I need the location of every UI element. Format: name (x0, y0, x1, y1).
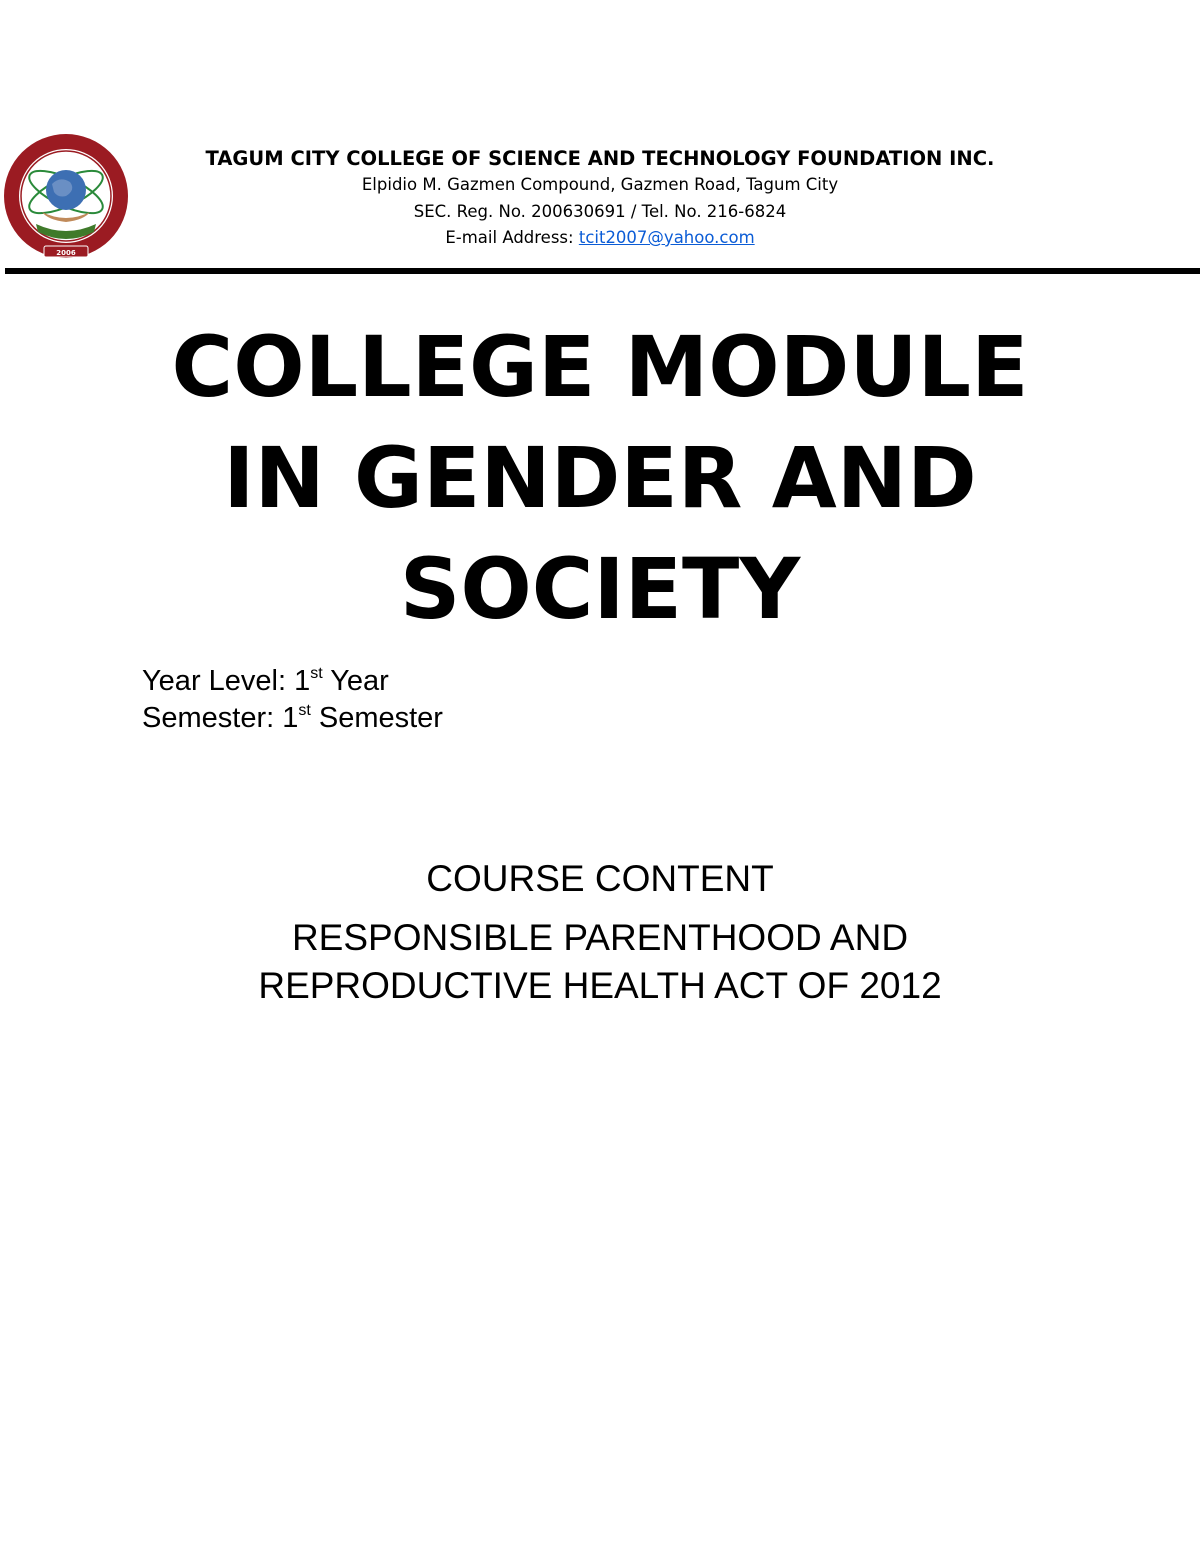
module-title (100, 312, 1100, 645)
email-label: E-mail Address: (445, 228, 579, 247)
course-content (150, 856, 1050, 1010)
semester-suffix: Semester (310, 702, 443, 734)
course-topic-line-1: RESPONSIBLE PARENTHOOD AND (291, 917, 909, 958)
email-link[interactable]: tcit2007@yahoo.com (578, 228, 755, 247)
year-level-ordinal: st (310, 665, 323, 682)
title-line-2: IN GENDER AND (223, 429, 977, 527)
semester-ordinal: st (298, 702, 311, 719)
title-line-1: COLLEGE MODULE (171, 318, 1029, 416)
course-topic-line-2: REPRODUCTIVE HEALTH ACT OF 2012 (258, 965, 942, 1006)
title-line-3: SOCIETY (399, 540, 801, 638)
registration-line: SEC. Reg. No. 200630691 / Tel. No. 216-6824 (413, 201, 787, 221)
college-seal-logo (0, 128, 132, 264)
year-level-suffix: Year (322, 665, 389, 697)
institution-name: TAGUM CITY COLLEGE OF SCIENCE AND TECHNOLOGY FOUNDATION INC. (205, 147, 995, 170)
course-content-heading: COURSE CONTENT (426, 858, 774, 899)
email-line (150, 225, 1050, 252)
semester-label: Semester: 1 (142, 702, 299, 734)
header-divider (5, 268, 1200, 274)
course-meta (142, 663, 742, 737)
semester (142, 700, 742, 737)
logo-year: 2006 (56, 249, 76, 257)
year-level-label: Year Level: 1 (142, 665, 311, 697)
address-line: Elpidio M. Gazmen Compound, Gazmen Road, Tagum City (361, 175, 839, 194)
year-level (142, 663, 742, 700)
letterhead (150, 146, 1050, 252)
